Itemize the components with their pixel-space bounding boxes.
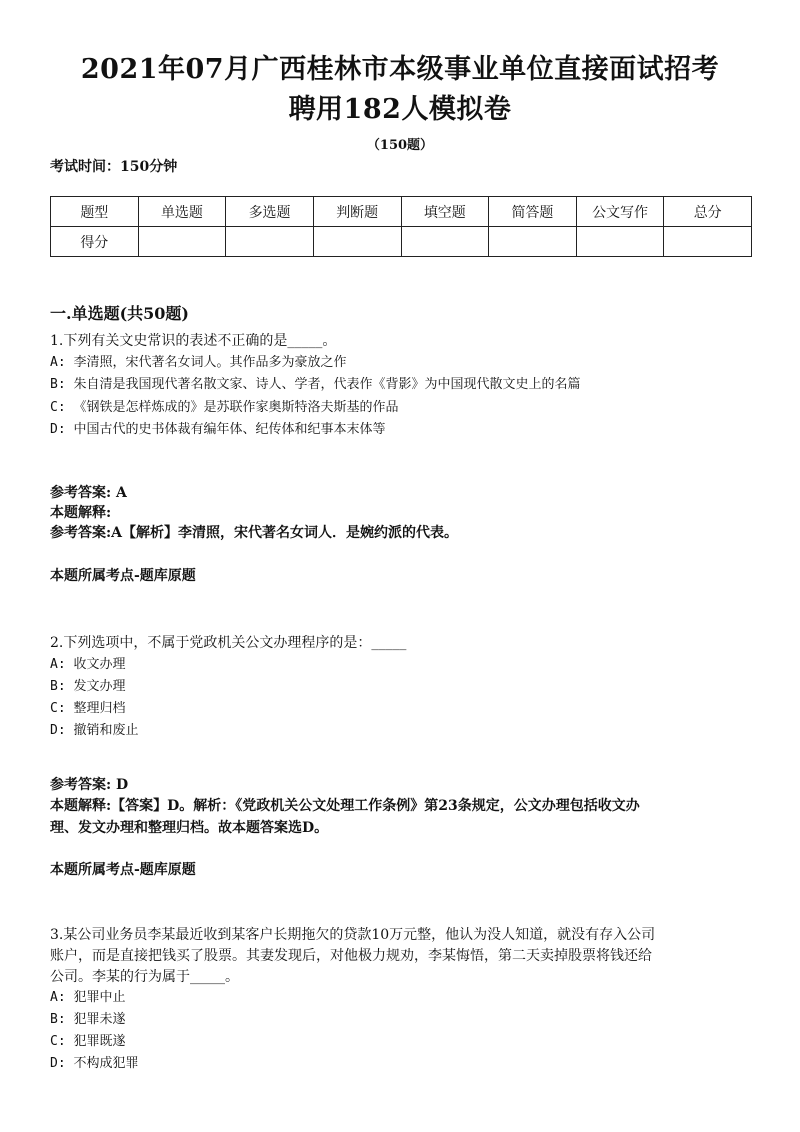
score-cell [138, 227, 226, 257]
question-1-answer: 参考答案: A [50, 485, 127, 501]
score-table [50, 196, 752, 257]
question-1-explain-label: 本题解释: [50, 505, 112, 521]
title-line-2: 聘用182人模拟卷 [288, 94, 512, 125]
score-cell [226, 227, 314, 257]
question-3-stem-line-2: 账户，而是直接把钱买了股票。其妻发现后，对他极力规劝，李某悔悟，第二天卖掉股票将钱还给 [50, 948, 652, 964]
question-3-option-a: A: 犯罪中止 [50, 990, 126, 1005]
question-2-option-c: C: 整理归档 [50, 701, 126, 716]
document-title [40, 50, 760, 130]
header-cell-multi: 多选题 [226, 197, 314, 227]
header-cell-short: 简答题 [489, 197, 577, 227]
question-2-explain-label: 本题解释: [50, 798, 112, 814]
score-cell [664, 227, 752, 257]
question-1-source: 本题所属考点-题库原题 [50, 568, 196, 584]
question-2-option-d: D: 撤销和废止 [50, 723, 139, 738]
score-cell [576, 227, 664, 257]
question-1-option-d: D: 中国古代的史书体裁有编年体、纪传体和纪事本末体等 [50, 422, 386, 437]
score-cell [401, 227, 489, 257]
question-2-option-a: A: 收文办理 [50, 657, 126, 672]
section-title: 一.单选题(共50题) [50, 304, 189, 323]
question-3-option-d: D: 不构成犯罪 [50, 1056, 139, 1071]
question-1-explain-text: 参考答案:A【解析】李清照，宋代著名女词人．是婉约派的代表。 [50, 525, 459, 541]
header-cell-total: 总分 [664, 197, 752, 227]
score-row-label: 得分 [51, 227, 139, 257]
question-2-explain [50, 796, 760, 816]
header-cell-judge: 判断题 [313, 197, 401, 227]
header-cell-single: 单选题 [138, 197, 226, 227]
question-3-option-c: C: 犯罪既遂 [50, 1034, 126, 1049]
question-2-answer: 参考答案: D [50, 777, 129, 793]
question-3-stem-line-1: 3.某公司业务员李某最近收到某客户长期拖欠的贷款10万元整，他认为没人知道，就没有存入公司 [50, 927, 656, 943]
header-cell-writing: 公文写作 [576, 197, 664, 227]
question-2-explain-text: 【答案】D。解析：《党政机关公文处理工作条例》第23条规定，公文办理包括收文办 [111, 798, 640, 814]
score-table-header-row [51, 197, 752, 227]
question-3-option-b: B: 犯罪未遂 [50, 1012, 126, 1027]
header-cell-fill: 填空题 [401, 197, 489, 227]
title-line-1: 2021年07月广西桂林市本级事业单位直接面试招考 [80, 54, 720, 85]
header-cell-type: 题型 [51, 197, 139, 227]
question-2-stem: 2.下列选项中，不属于党政机关公文办理程序的是：_____ [50, 635, 407, 651]
question-3-stem-line-3: 公司。李某的行为属于_____。 [50, 969, 239, 985]
question-2-source: 本题所属考点-题库原题 [50, 862, 196, 878]
exam-time: 考试时间：150分钟 [50, 159, 178, 175]
question-1-stem: 1.下列有关文史常识的表述不正确的是_____。 [50, 333, 337, 349]
score-cell [313, 227, 401, 257]
score-cell [489, 227, 577, 257]
question-2-explain-continued: 理、发文办理和整理归档。故本题答案选D。 [50, 820, 329, 836]
question-count: （150题） [366, 138, 434, 153]
question-1-option-a: A: 李清照，宋代著名女词人。其作品多为豪放之作 [50, 355, 347, 370]
question-1-option-c: C: 《钢铁是怎样炼成的》是苏联作家奥斯特洛夫斯基的作品 [50, 400, 399, 415]
question-1-option-b: B: 朱自清是我国现代著名散文家、诗人、学者，代表作《背影》为中国现代散文史上的名篇 [50, 377, 581, 392]
question-2-option-b: B: 发文办理 [50, 679, 126, 694]
score-table-score-row [51, 227, 752, 257]
